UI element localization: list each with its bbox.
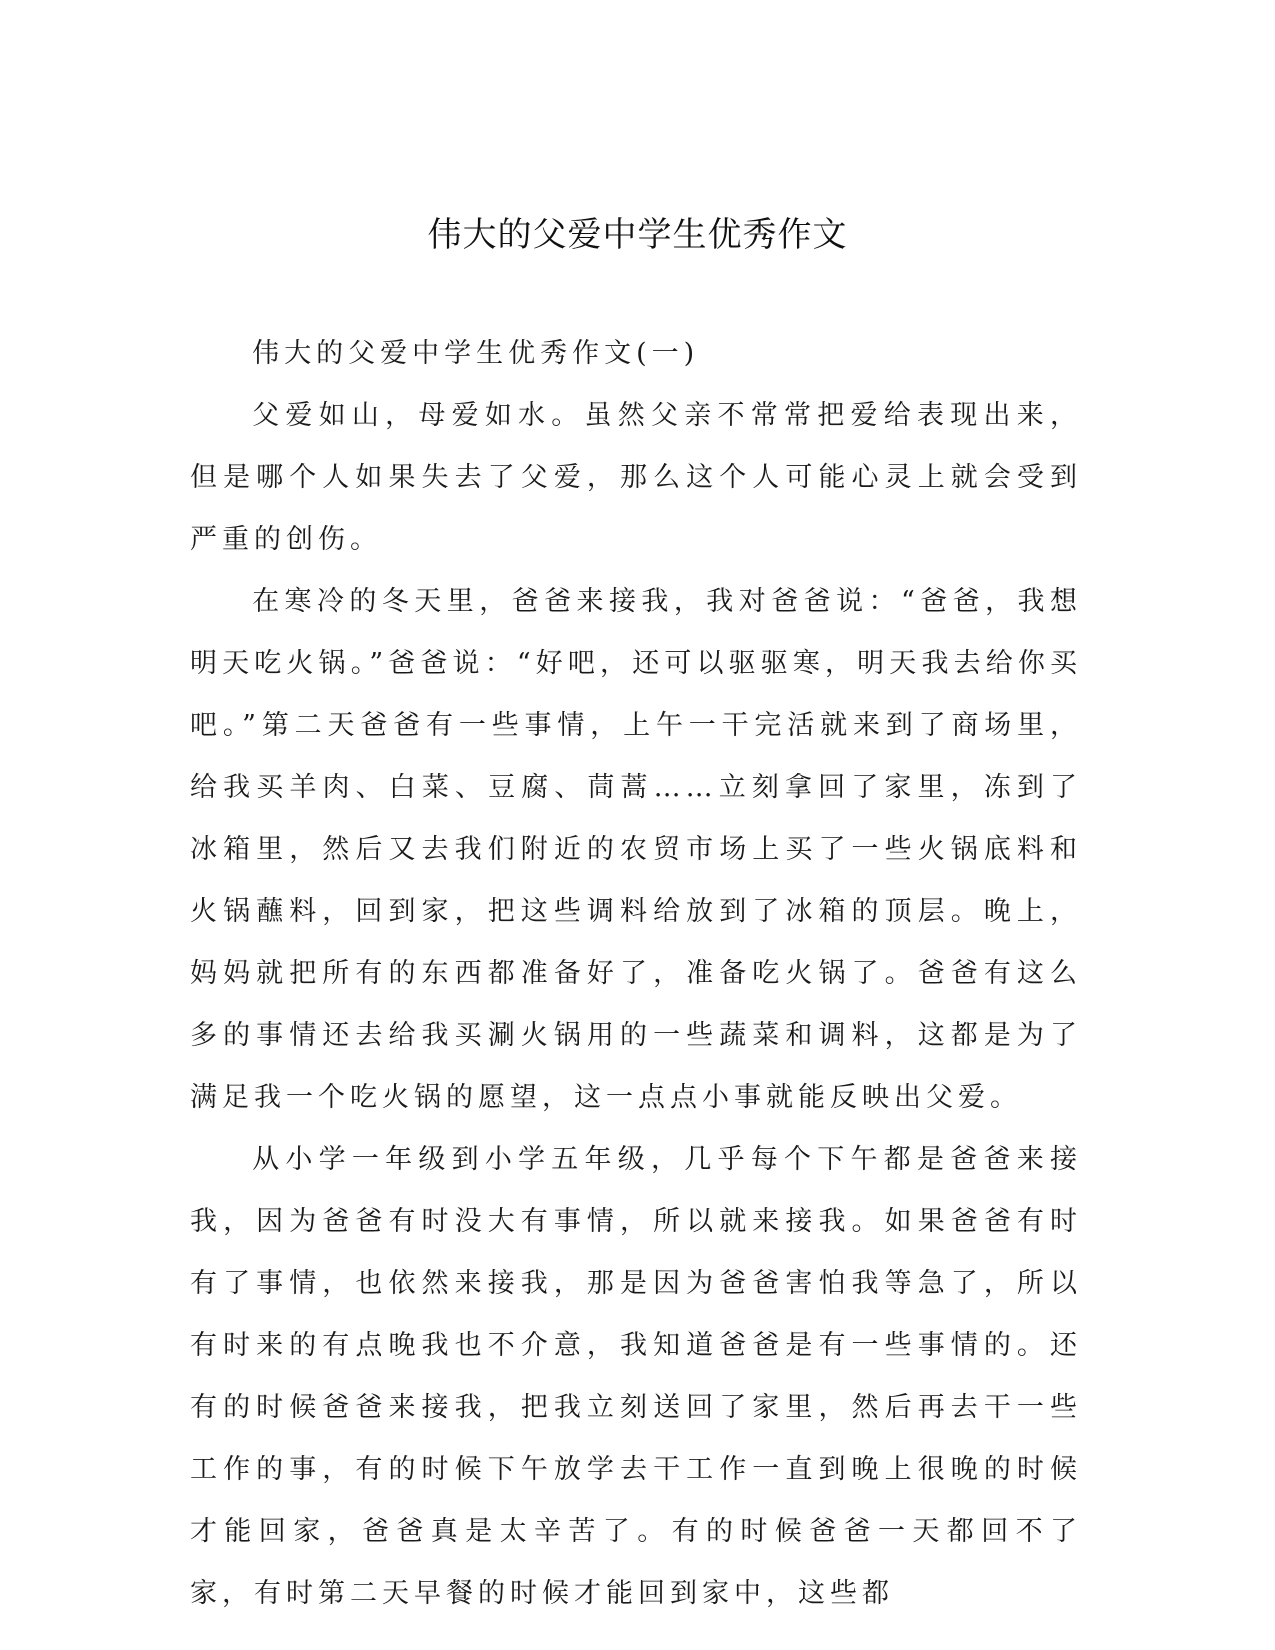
paragraph-1: 父爱如山，母爱如水。虽然父亲不常常把爱给表现出来，但是哪个人如果失去了父爱，那么这个人可能心灵上就会受到严重的创伤。 bbox=[190, 400, 1082, 555]
document-title: 伟大的父爱中学生优秀作文 bbox=[427, 215, 848, 255]
section-heading: 伟大的父爱中学生优秀作文(一) bbox=[252, 338, 700, 369]
paragraph-3: 从小学一年级到小学五年级，几乎每个下午都是爸爸来接我，因为爸爸有时没大有事情，所以就来接我。如果爸爸有时有了事情，也依然来接我，那是因为爸爸害怕我等急了，所以有时来的有点晚我也不介意，我知道爸爸是有一些事情的。还有的时候爸爸来接我，把我立刻送回了家里，然后再去干一些工作的事，有的时候下午放学去干工作一直到晚上很晚的时候才能回家，爸爸真是太辛苦了。有的时候爸爸一天都回不了家，有时第二天早餐的时候才能回到家中，这些都 bbox=[190, 1144, 1082, 1609]
document-body bbox=[190, 323, 1082, 1625]
paragraph-2: 在寒冷的冬天里，爸爸来接我，我对爸爸说：“爸爸，我想明天吃火锅。”爸爸说：“好吧，还可以驱驱寒，明天我去给你买吧。”第二天爸爸有一些事情，上午一干完活就来到了商场里，给我买羊肉、白菜、豆腐、茼蒿……立刻拿回了家里，冻到了冰箱里，然后又去我们附近的农贸市场上买了一些火锅底料和火锅蘸料，回到家，把这些调料给放到了冰箱的顶层。晚上，妈妈就把所有的东西都准备好了，准备吃火锅了。爸爸有这么多的事情还去给我买涮火锅用的一些蔬菜和调料，这都是为了满足我一个吃火锅的愿望，这一点点小事就能反映出父爱。 bbox=[190, 586, 1082, 1113]
